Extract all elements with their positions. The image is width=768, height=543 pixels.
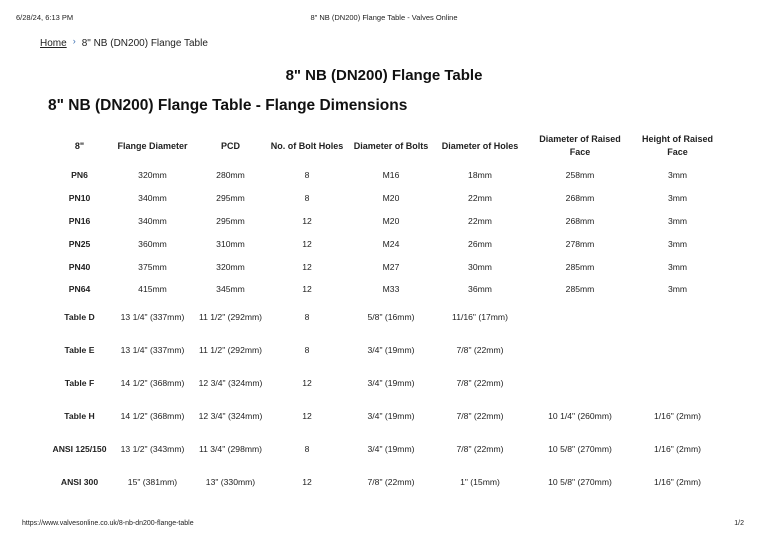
table-cell: 7/8" (22mm) <box>367 477 415 488</box>
table-cell: 375mm <box>138 261 167 272</box>
table-cell: 14 1/2" (368mm) <box>120 411 185 422</box>
table-cell: M16 <box>382 170 400 181</box>
table-cell: 10 5/8" (270mm) <box>548 444 612 455</box>
table-cell: 340mm <box>138 215 167 226</box>
row-label: Table F <box>64 378 95 389</box>
page-title: 8" NB (DN200) Flange Table <box>285 67 483 84</box>
table-cell: 3mm <box>667 261 688 272</box>
table-cell: 22mm <box>468 215 492 226</box>
table-row <box>48 334 720 367</box>
table-cell: 3mm <box>667 238 688 249</box>
table-cell <box>525 367 635 400</box>
table-cell: 8 <box>304 193 310 204</box>
table-cell <box>635 367 720 400</box>
column-header: Diameter of Holes <box>441 140 519 151</box>
table-header-row <box>48 128 720 164</box>
row-label: PN40 <box>68 261 91 272</box>
table-cell: 1" (15mm) <box>460 477 500 488</box>
table-cell: 12 3/4" (324mm) <box>198 378 263 389</box>
table-row <box>48 164 720 187</box>
table-cell: 295mm <box>216 193 245 204</box>
column-header: Flange Diameter <box>117 140 188 151</box>
column-header: No. of Bolt Holes <box>270 140 344 151</box>
table-cell: 3mm <box>667 170 688 181</box>
table-cell: 320mm <box>216 261 245 272</box>
table-cell: 12 3/4" (324mm) <box>198 411 263 422</box>
table-cell: 1/16" (2mm) <box>654 477 701 488</box>
table-cell: 11 1/2" (292mm) <box>198 345 263 356</box>
table-cell: 14 1/2" (368mm) <box>120 378 185 389</box>
print-document-title: 8" NB (DN200) Flange Table - Valves Online <box>310 13 458 22</box>
table-cell: 295mm <box>216 215 245 226</box>
row-label: ANSI 125/150 <box>52 444 107 455</box>
print-url: https://www.valvesonline.co.uk/8-nb-dn200-flange-table <box>22 520 194 527</box>
column-header: Diameter of Raised Face <box>539 134 621 157</box>
table-cell <box>525 301 635 334</box>
table-row <box>48 187 720 210</box>
row-label: PN64 <box>68 284 91 295</box>
table-cell: 8 <box>304 170 310 181</box>
chevron-right-icon: › <box>72 35 76 46</box>
table-cell <box>635 301 720 334</box>
table-cell: 13" (330mm) <box>205 477 256 488</box>
table-cell: 1/16" (2mm) <box>654 411 701 422</box>
table-cell: 30mm <box>468 261 492 272</box>
print-footer <box>22 520 744 530</box>
print-page-number: 1/2 <box>734 520 744 527</box>
table-cell: 310mm <box>216 238 245 249</box>
table-cell: 415mm <box>138 284 167 295</box>
table-cell: 3/4" (19mm) <box>367 444 415 455</box>
table-cell: 7/8" (22mm) <box>456 444 504 455</box>
table-row <box>48 466 720 499</box>
table-cell: M20 <box>382 215 400 226</box>
table-cell: 3mm <box>667 215 688 226</box>
section-title: 8" NB (DN200) Flange Table - Flange Dimensions <box>48 97 408 114</box>
row-label: PN16 <box>68 215 91 226</box>
table-cell: 3/4" (19mm) <box>367 378 415 389</box>
table-cell: 15" (381mm) <box>127 477 178 488</box>
table-cell: M24 <box>382 238 400 249</box>
table-row <box>48 255 720 278</box>
table-row <box>48 278 720 301</box>
table-row <box>48 232 720 255</box>
table-cell: 5/8" (16mm) <box>367 312 415 323</box>
table-cell: 12 <box>302 284 312 295</box>
table-cell: 12 <box>302 411 312 422</box>
column-header: 8" <box>74 140 85 151</box>
table-cell: 13 1/4" (337mm) <box>120 345 185 356</box>
column-header: Diameter of Bolts <box>353 140 429 151</box>
breadcrumb <box>40 35 208 49</box>
table-cell: 268mm <box>565 193 595 204</box>
table-cell: 12 <box>302 215 312 226</box>
row-label: Table E <box>64 345 95 356</box>
table-cell: 10 1/4" (260mm) <box>548 411 612 422</box>
table-cell: 320mm <box>138 170 167 181</box>
column-header: Height of Raised Face <box>641 134 713 157</box>
table-cell: 1/16" (2mm) <box>654 444 701 455</box>
table-cell: 26mm <box>468 238 492 249</box>
table-cell: 345mm <box>216 284 245 295</box>
breadcrumb-home-link[interactable]: Home <box>40 38 67 49</box>
table-row <box>48 433 720 466</box>
flange-dimensions-table <box>48 128 720 499</box>
table-row <box>48 367 720 400</box>
row-label: Table H <box>64 411 95 422</box>
column-header: PCD <box>220 140 240 151</box>
table-row <box>48 301 720 334</box>
table-cell: 7/8" (22mm) <box>456 411 504 422</box>
table-cell: 3mm <box>667 284 688 295</box>
table-cell: 12 <box>302 378 312 389</box>
table-cell: 285mm <box>565 284 595 295</box>
table-cell: 8 <box>304 345 310 356</box>
table-cell: 11/16" (17mm) <box>452 312 508 323</box>
table-cell: 340mm <box>138 193 167 204</box>
table-cell <box>525 334 635 367</box>
table-cell: 3mm <box>667 193 688 204</box>
table-cell: 22mm <box>468 193 492 204</box>
row-label: Table D <box>64 312 95 323</box>
table-cell: 8 <box>304 444 310 455</box>
table-cell: 10 5/8" (270mm) <box>548 477 612 488</box>
table-cell: M33 <box>382 284 400 295</box>
table-cell: 7/8" (22mm) <box>456 378 504 389</box>
table-cell: 278mm <box>565 238 595 249</box>
table-row <box>48 210 720 233</box>
table-cell: 13 1/2" (343mm) <box>120 444 185 455</box>
table-cell: 3/4" (19mm) <box>367 345 415 356</box>
table-cell <box>635 334 720 367</box>
breadcrumb-current: 8" NB (DN200) Flange Table <box>81 38 208 49</box>
row-label: ANSI 300 <box>60 477 99 488</box>
table-cell: 268mm <box>565 215 595 226</box>
table-cell: 12 <box>302 238 312 249</box>
table-cell: 258mm <box>565 170 595 181</box>
table-cell: 285mm <box>565 261 595 272</box>
table-cell: 280mm <box>216 170 245 181</box>
table-cell: 12 <box>302 261 312 272</box>
table-cell: M20 <box>382 193 400 204</box>
table-cell: 36mm <box>468 284 492 295</box>
table-cell: 3/4" (19mm) <box>367 411 415 422</box>
table-cell: M27 <box>382 261 400 272</box>
table-cell: 8 <box>304 312 310 323</box>
row-label: PN10 <box>68 193 91 204</box>
print-header <box>16 13 752 23</box>
table-cell: 7/8" (22mm) <box>456 345 504 356</box>
table-cell: 18mm <box>468 170 492 181</box>
table-cell: 13 1/4" (337mm) <box>120 312 185 323</box>
table-cell: 12 <box>302 477 312 488</box>
row-label: PN6 <box>71 170 88 181</box>
table-row <box>48 400 720 433</box>
table-cell: 360mm <box>138 238 167 249</box>
row-label: PN25 <box>68 238 91 249</box>
print-date: 6/28/24, 6:13 PM <box>16 13 74 22</box>
table-cell: 11 3/4" (298mm) <box>198 444 263 455</box>
table-cell: 11 1/2" (292mm) <box>198 312 263 323</box>
